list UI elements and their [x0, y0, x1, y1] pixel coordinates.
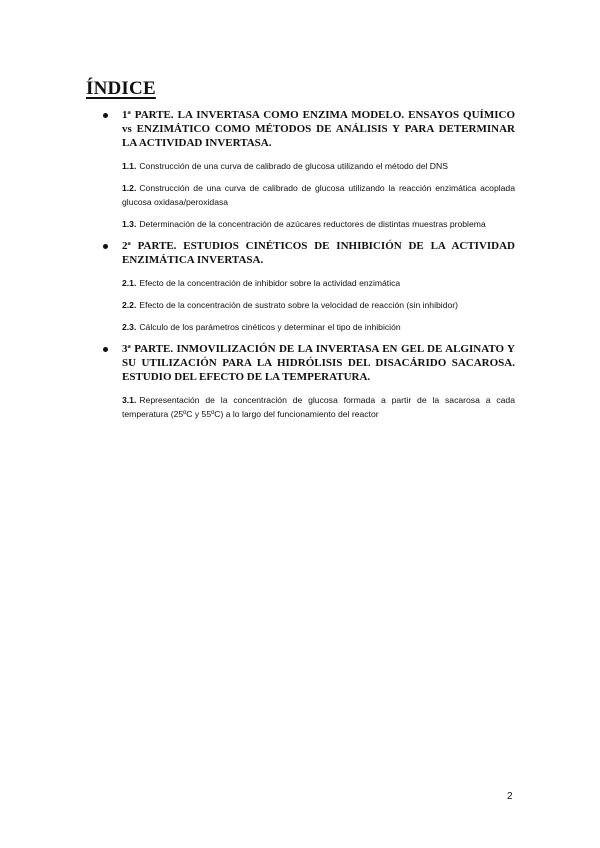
toc-section-2-2: [122, 298, 515, 312]
part-heading: 1ª PARTE. LA INVERTASA COMO ENZIMA MODELO. ENSAYOS QUÍMICO vs ENZIMÁTICO COMO MÉTODOS DE ANÁLISIS Y PARA DETERMINAR LA ACTIVIDAD INVERTASA.: [122, 109, 515, 149]
bullet-icon: [103, 113, 108, 118]
bullet-icon: [103, 244, 108, 249]
toc-part-1: [86, 108, 515, 231]
part-heading: 2ª PARTE. ESTUDIOS CINÉTICOS DE INHIBICIÓN DE LA ACTIVIDAD ENZIMÁTICA INVERTASA.: [122, 240, 515, 266]
section-title: Determinación de la concentración de azúcares reductores de distintas muestras problema: [139, 219, 486, 229]
toc-section-1-2: [122, 181, 515, 209]
section-number: 2.1.: [122, 278, 137, 288]
section-number: 3.1.: [122, 395, 137, 405]
section-number: 2.2.: [122, 300, 137, 310]
toc-part-2: [86, 239, 515, 334]
section-title: Construcción de una curva de calibrado de glucosa utilizando la reacción enzimática acoplada glucosa oxidasa/peroxidasa: [122, 183, 515, 207]
toc-section-3-1: [122, 393, 515, 421]
section-number: 2.3.: [122, 322, 137, 332]
toc-section-1-3: [122, 217, 515, 231]
toc-section-2-3: [122, 320, 515, 334]
section-title: Cálculo de los parámetros cinéticos y determinar el tipo de inhibición: [139, 322, 401, 332]
section-title: Representación de la concentración de glucosa formada a partir de la sacarosa a cada temperatura (25ºC y 55ºC) a lo largo del funcionamiento del reactor: [122, 395, 515, 419]
bullet-icon: [103, 347, 108, 352]
section-number: 1.1.: [122, 161, 137, 171]
index-title: ÍNDICE: [86, 78, 156, 99]
toc-section-2-1: [122, 276, 515, 290]
part-heading: 3ª PARTE. INMOVILIZACIÓN DE LA INVERTASA EN GEL DE ALGINATO Y SU UTILIZACIÓN PARA LA HIDRÓLISIS DEL DISACÁRIDO SACAROSA. ESTUDIO DEL EFECTO DE LA TEMPERATURA.: [122, 343, 515, 383]
section-number: 1.2.: [122, 183, 137, 193]
toc-part-3: [86, 342, 515, 421]
section-number: 1.3.: [122, 219, 137, 229]
section-title: Efecto de la concentración de sustrato sobre la velocidad de reacción (sin inhibidor): [139, 300, 458, 310]
section-title: Efecto de la concentración de inhibidor sobre la actividad enzimática: [139, 278, 401, 288]
page-number: 2: [507, 791, 513, 802]
toc-section-1-1: [122, 159, 515, 173]
table-of-contents: [86, 108, 515, 429]
section-title: Construcción de una curva de calibrado de glucosa utilizando el método del DNS: [139, 161, 448, 171]
